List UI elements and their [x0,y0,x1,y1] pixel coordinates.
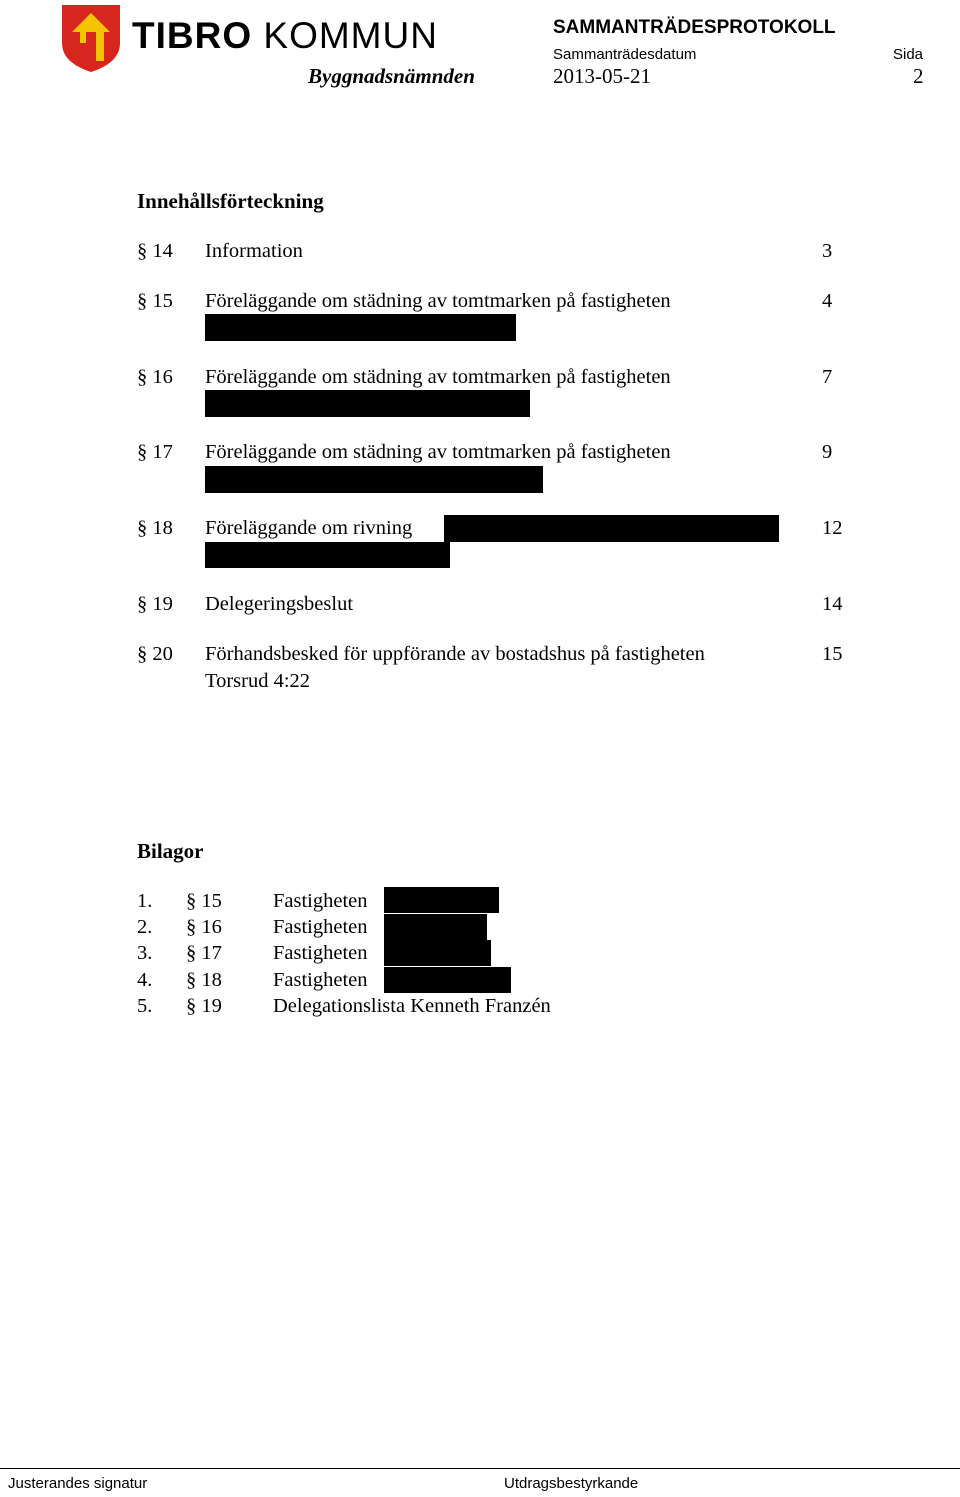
logo-text-bold: TIBRO [132,15,253,56]
attachment-section: § 17 [186,942,222,964]
attachment-section: § 16 [186,916,222,938]
toc-title: Innehållsförteckning [137,189,324,213]
attachment-section: § 18 [186,969,222,991]
footer-signature-label: Justerandes signatur [8,1475,148,1492]
attachment-section: § 19 [186,995,222,1017]
toc-text: Information [205,240,303,262]
redaction-bar [205,466,543,493]
attachment-text: Fastigheten [273,942,368,964]
attachment-text: Fastigheten [273,916,368,938]
attachment-text: Fastigheten [273,890,368,912]
attachment-number: 5. [137,995,153,1017]
toc-section: § 19 [137,593,173,615]
page-number: 2 [913,64,924,88]
meeting-date: 2013-05-21 [553,64,651,88]
toc-section: § 15 [137,290,173,312]
attachment-text: Delegationslista Kenneth Franzén [273,995,551,1017]
toc-text: Föreläggande om städning av tomtmarken på fastigheten [205,366,671,388]
toc-page: 14 [822,593,843,615]
toc-text-continued: Torsrud 4:22 [205,670,311,692]
toc-page: 15 [822,643,843,665]
attachment-section: § 15 [186,890,222,912]
footer-divider [0,1468,960,1469]
redaction-bar [205,542,450,568]
redaction-bar [205,314,516,341]
document-type: SAMMANTRÄDESPROTOKOLL [553,17,836,38]
redaction-bar [444,515,779,542]
attachment-number: 3. [137,942,153,964]
toc-page: 4 [822,290,833,312]
footer-certification-label: Utdragsbestyrkande [504,1475,639,1492]
toc-page: 9 [822,441,833,463]
date-label: Sammanträdesdatum [553,46,697,63]
toc-section: § 20 [137,643,173,665]
redaction-bar [384,967,511,993]
toc-page: 3 [822,240,833,262]
logo-text-light: KOMMUN [263,15,438,56]
committee-name: Byggnadsnämnden [308,64,475,88]
attachments-title: Bilagor [137,839,204,863]
redaction-bar [384,914,487,940]
page-label: Sida [893,46,924,63]
redaction-bar [384,887,499,913]
toc-section: § 17 [137,441,173,463]
toc-text: Föreläggande om städning av tomtmarken på fastigheten [205,290,671,312]
attachment-number: 1. [137,890,153,912]
toc-text: Förhandsbesked för uppförande av bostadshus på fastigheten [205,643,705,665]
toc-section: § 14 [137,240,173,262]
coat-of-arms-icon [60,3,122,73]
attachment-number: 2. [137,916,153,938]
redaction-bar [384,940,491,966]
toc-section: § 18 [137,517,173,539]
toc-text: Delegeringsbeslut [205,593,354,615]
municipality-logo [60,3,500,73]
attachment-number: 4. [137,969,153,991]
attachment-text: Fastigheten [273,969,368,991]
toc-item [137,641,842,695]
toc-text: Föreläggande om städning av tomtmarken på fastigheten [205,441,671,463]
redaction-bar [205,390,530,417]
toc-text: Föreläggande om rivning [205,517,413,539]
toc-page: 12 [822,517,843,539]
toc-section: § 16 [137,366,173,388]
toc-page: 7 [822,366,833,388]
